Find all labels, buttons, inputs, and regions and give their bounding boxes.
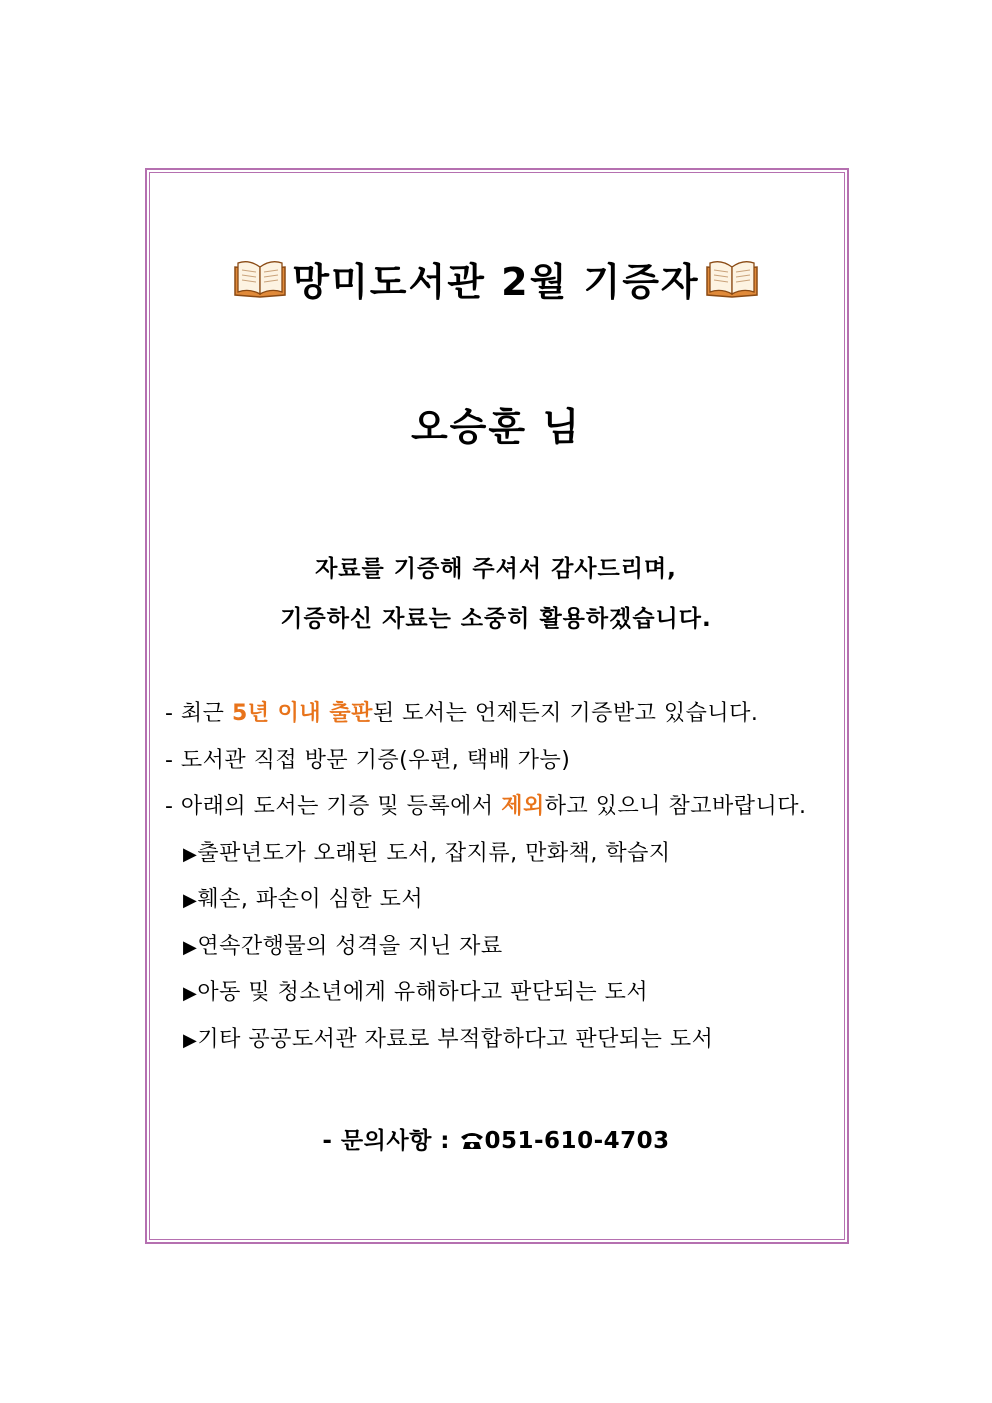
note-text: - 최근 [165,701,232,726]
list-item-text: 연속간행물의 성격을 지닌 자료 [197,933,503,959]
thanks-line-1: 자료를 기증해 주셔서 감사드리며, [315,556,677,582]
contact-line [0,1122,992,1155]
note-visit-donation [165,744,845,791]
list-item [165,883,845,930]
note-excluded-intro [165,790,845,837]
note-recent-books [165,697,845,744]
triangle-right-icon: ▶ [183,1029,198,1051]
contact-label: - 문의사항 : [322,1128,459,1154]
donation-notes [165,697,845,1069]
highlight-text: 제외 [501,794,545,819]
open-book-icon [704,257,760,299]
contact-phone: 051-610-4703 [484,1128,670,1154]
triangle-right-icon: ▶ [183,843,198,865]
open-book-icon [232,257,288,299]
list-item-text: 출판년도가 오래된 도서, 잡지류, 만화책, 학습지 [197,840,671,866]
note-text: 된 도서는 언제든지 기증받고 있습니다. [372,701,759,726]
list-item [165,976,845,1023]
list-item-text: 아동 및 청소년에게 유해하다고 판단되는 도서 [197,980,649,1005]
triangle-right-icon: ▶ [183,890,198,911]
title-row [0,248,992,308]
page-title: 망미도서관 2월 기증자 [292,259,700,304]
triangle-right-icon: ▶ [183,983,198,1004]
triangle-right-icon: ▶ [183,936,198,958]
list-item [165,1023,845,1070]
telephone-icon [459,1130,485,1150]
list-item-text: 훼손, 파손이 심한 도서 [197,887,424,912]
donor-name: 오승훈 님 [410,405,582,449]
note-text: 하고 있으니 참고바랍니다. [544,794,807,819]
note-text: - 아래의 도서는 기증 및 등록에서 [165,794,502,819]
note-text: - 도서관 직접 방문 기증(우편, 택배 가능) [165,747,571,773]
list-item [165,930,845,977]
list-item-text: 기타 공공도서관 자료로 부적합하다고 판단되는 도서 [197,1026,714,1052]
thanks-line-2: 기증하신 자료는 소중히 활용하겠습니다. [280,606,712,632]
list-item [165,837,845,884]
highlight-text: 5년 이내 출판 [231,701,373,726]
